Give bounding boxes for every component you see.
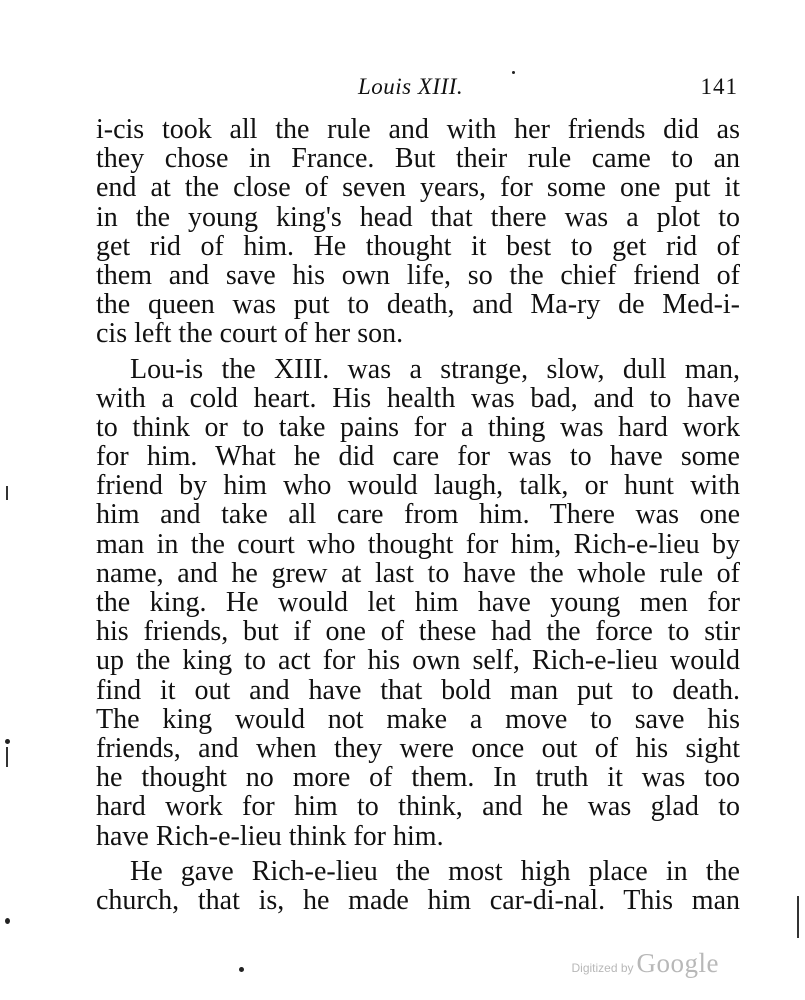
text-line: friends, and when they were once out of his sight	[96, 732, 740, 764]
text-line: friend by him who would laugh, talk, or hunt with	[96, 470, 740, 502]
text-line: The king would not make a move to save his	[96, 703, 740, 735]
digitized-watermark	[571, 948, 719, 980]
text-line: them and save his own life, so the chief friend of	[96, 259, 740, 291]
paragraph	[96, 857, 740, 915]
scan-speck	[512, 71, 515, 74]
paragraph	[96, 355, 740, 851]
text-line: have Rich-e-lieu think for him.	[96, 820, 444, 852]
scan-speck	[5, 918, 10, 924]
running-head	[96, 74, 738, 104]
text-line: end at the close of seven years, for some one put it	[96, 172, 740, 204]
text-line: i-cis took all the rule and with her friends did as	[96, 114, 740, 145]
text-line: hard work for him to think, and he was glad to	[96, 791, 740, 823]
text-line: to think or to take pains for a thing was hard work	[96, 411, 740, 443]
scan-mark	[797, 896, 799, 938]
scan-mark	[6, 747, 8, 767]
scan-mark	[6, 486, 8, 500]
text-line: church, that is, he made him car-di-nal. This man	[96, 884, 740, 916]
text-line: man in the court who thought for him, Rich-e-lieu by	[96, 528, 740, 560]
text-line: in the young king's head that there was a plot to	[96, 201, 740, 233]
text-line: cis left the court of her son.	[96, 318, 404, 350]
text-line: he thought no more of them. In truth it was too	[96, 762, 740, 794]
running-title: Louis XIII.	[358, 74, 464, 99]
watermark-prefix: Digitized by	[571, 961, 634, 975]
text-line: the king. He would let him have young men for	[96, 587, 740, 618]
text-line: get rid of him. He thought it best to get rid of	[96, 230, 740, 262]
text-line: up the king to act for his own self, Rich-e-lieu would	[96, 645, 740, 677]
body-text	[96, 115, 740, 915]
page-number: 141	[700, 74, 738, 99]
scan-speck	[5, 739, 10, 744]
text-line: with a cold heart. His health was bad, and to have	[96, 382, 740, 414]
text-line: Lou-is the XIII. was a strange, slow, dull man,	[130, 353, 740, 385]
scan-speck	[239, 967, 244, 972]
text-line: name, and he grew at last to have the whole rule of	[96, 557, 740, 589]
text-line: him and take all care from him. There was one	[96, 499, 740, 531]
text-line: the queen was put to death, and Ma-ry de Med-i-	[96, 289, 740, 321]
google-logo: Google	[636, 948, 719, 978]
paragraph	[96, 115, 740, 349]
text-line: they chose in France. But their rule came to an	[96, 143, 740, 175]
text-line: his friends, but if one of these had the force to stir	[96, 616, 740, 648]
text-line: for him. What he did care for was to have some	[96, 441, 740, 473]
text-line: find it out and have that bold man put to death.	[96, 674, 740, 706]
text-line: He gave Rich-e-lieu the most high place in the	[130, 855, 740, 887]
